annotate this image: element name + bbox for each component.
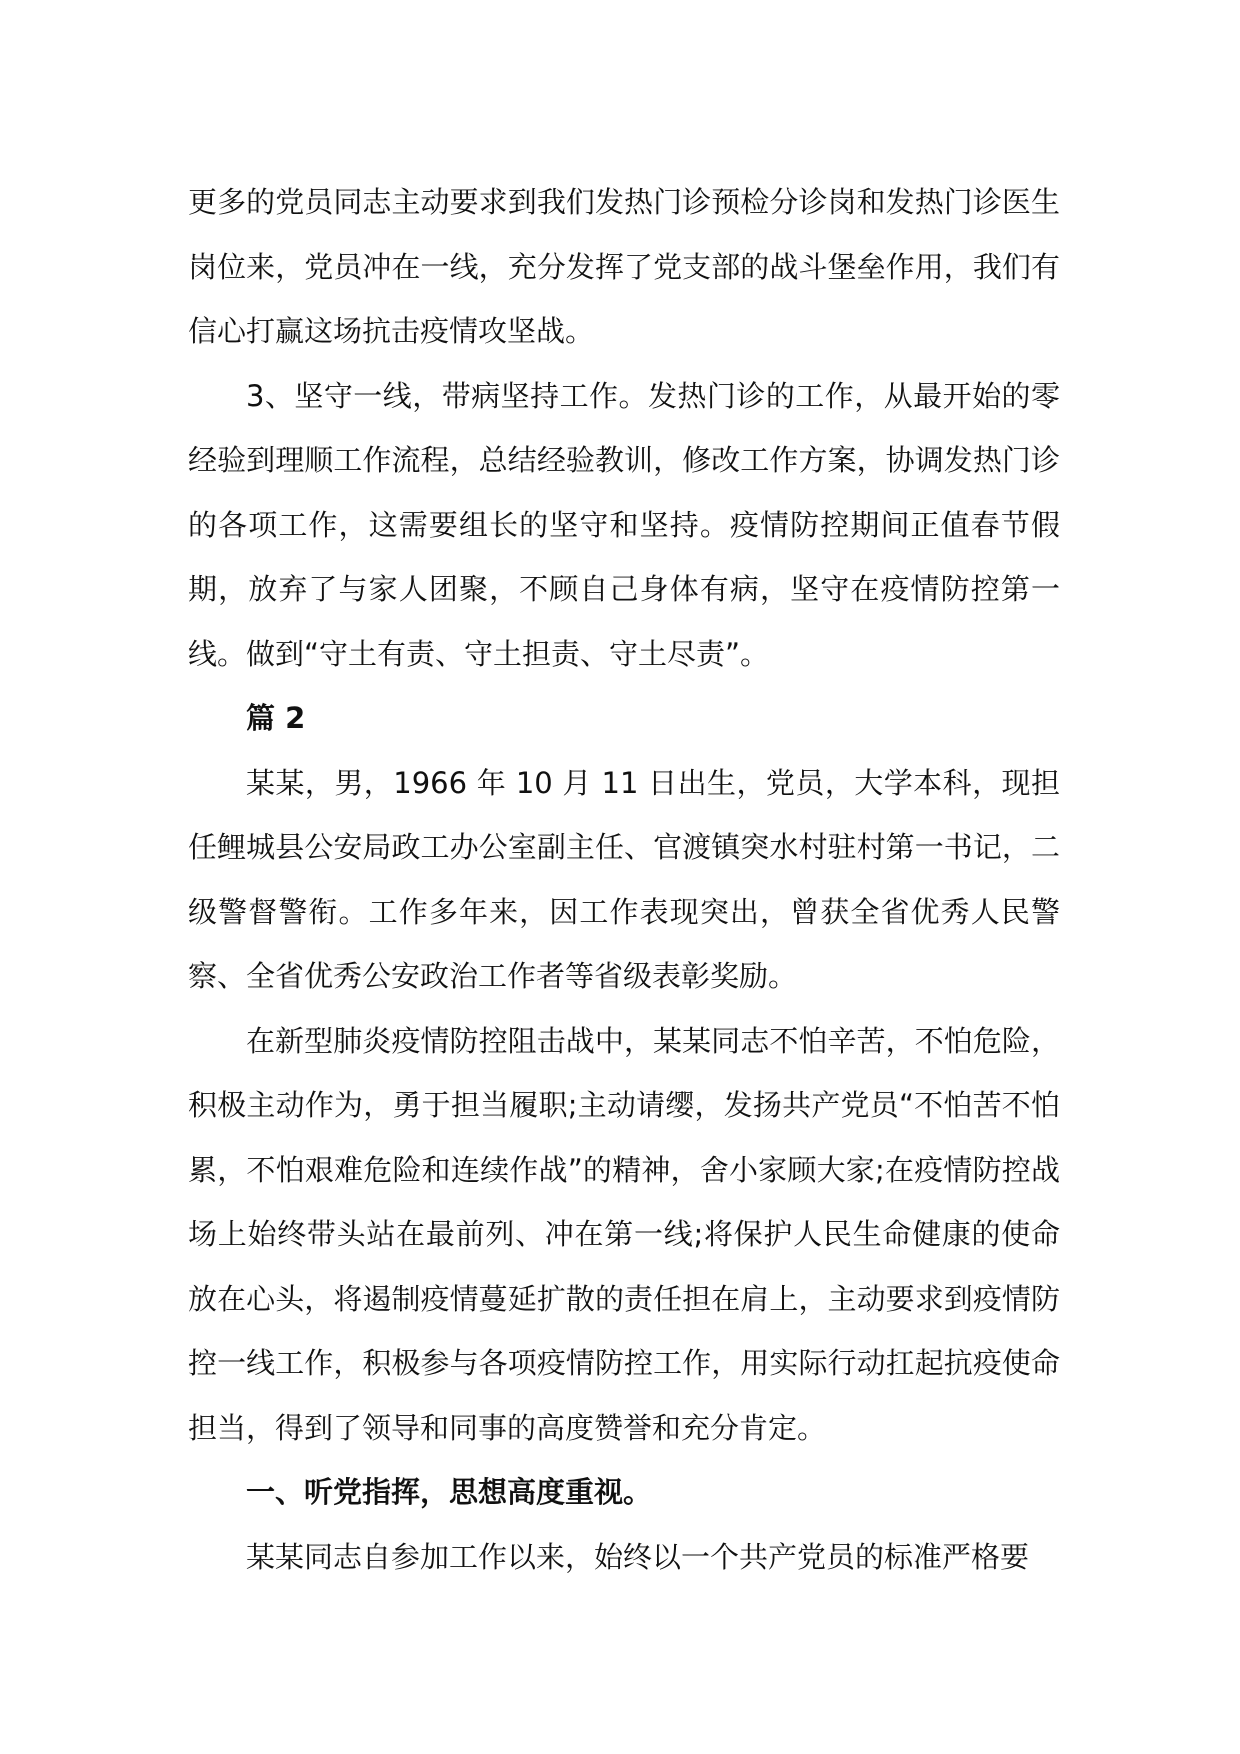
paragraph-profile: 某某，男，1966 年 10 月 11 日出生，党员，大学本科，现担任鲤城县公安局政工办公室副主任、官渡镇突水村驻村第一书记，二级警督警衔。工作多年来，因工作表现突出，曾获全省优秀人民警察、全省优秀公安政治工作者等省级表彰奖励。 xyxy=(188,765,1060,993)
paragraph-continuation: 更多的党员同志主动要求到我们发热门诊预检分诊岗和发热门诊医生岗位来，党员冲在一线，充分发挥了党支部的战斗堡垒作用，我们有信心打赢这场抗击疫情攻坚战。 xyxy=(188,185,1060,348)
subheading-follow-party: 一、听党指挥，思想高度重视。 xyxy=(246,1475,653,1509)
document-body xyxy=(188,170,1060,1589)
paragraph-point-3: 3、坚守一线，带病坚持工作。发热门诊的工作，从最开始的零经验到理顺工作流程，总结经验教训，修改工作方案，协调发热门诊的各项工作，这需要组长的坚守和坚持。疫情防控期间正值春节假期，放弃了与家人团聚，不顾自己身体有病，坚守在疫情防控第一线。做到“守土有责、守土担责、守土尽责”。 xyxy=(188,378,1060,671)
paragraph-standard: 某某同志自参加工作以来，始终以一个共产党员的标准严格要 xyxy=(246,1539,1030,1574)
paragraph-epidemic-work: 在新型肺炎疫情防控阻击战中，某某同志不怕辛苦，不怕危险，积极主动作为，勇于担当履职;主动请缨，发扬共产党员“不怕苦不怕累，不怕艰难危险和连续作战”的精神，舍小家顾大家;在疫情防控战场上始终带头站在最前列、冲在第一线;将保护人民生命健康的使命放在心头，将遏制疫情蔓延扩散的责任担在肩上，主动要求到疫情防控一线工作，积极参与各项疫情防控工作，用实际行动扛起抗疫使命担当，得到了领导和同事的高度赞誉和充分肯定。 xyxy=(188,1023,1060,1445)
section-heading-article-2: 篇 2 xyxy=(246,701,306,735)
